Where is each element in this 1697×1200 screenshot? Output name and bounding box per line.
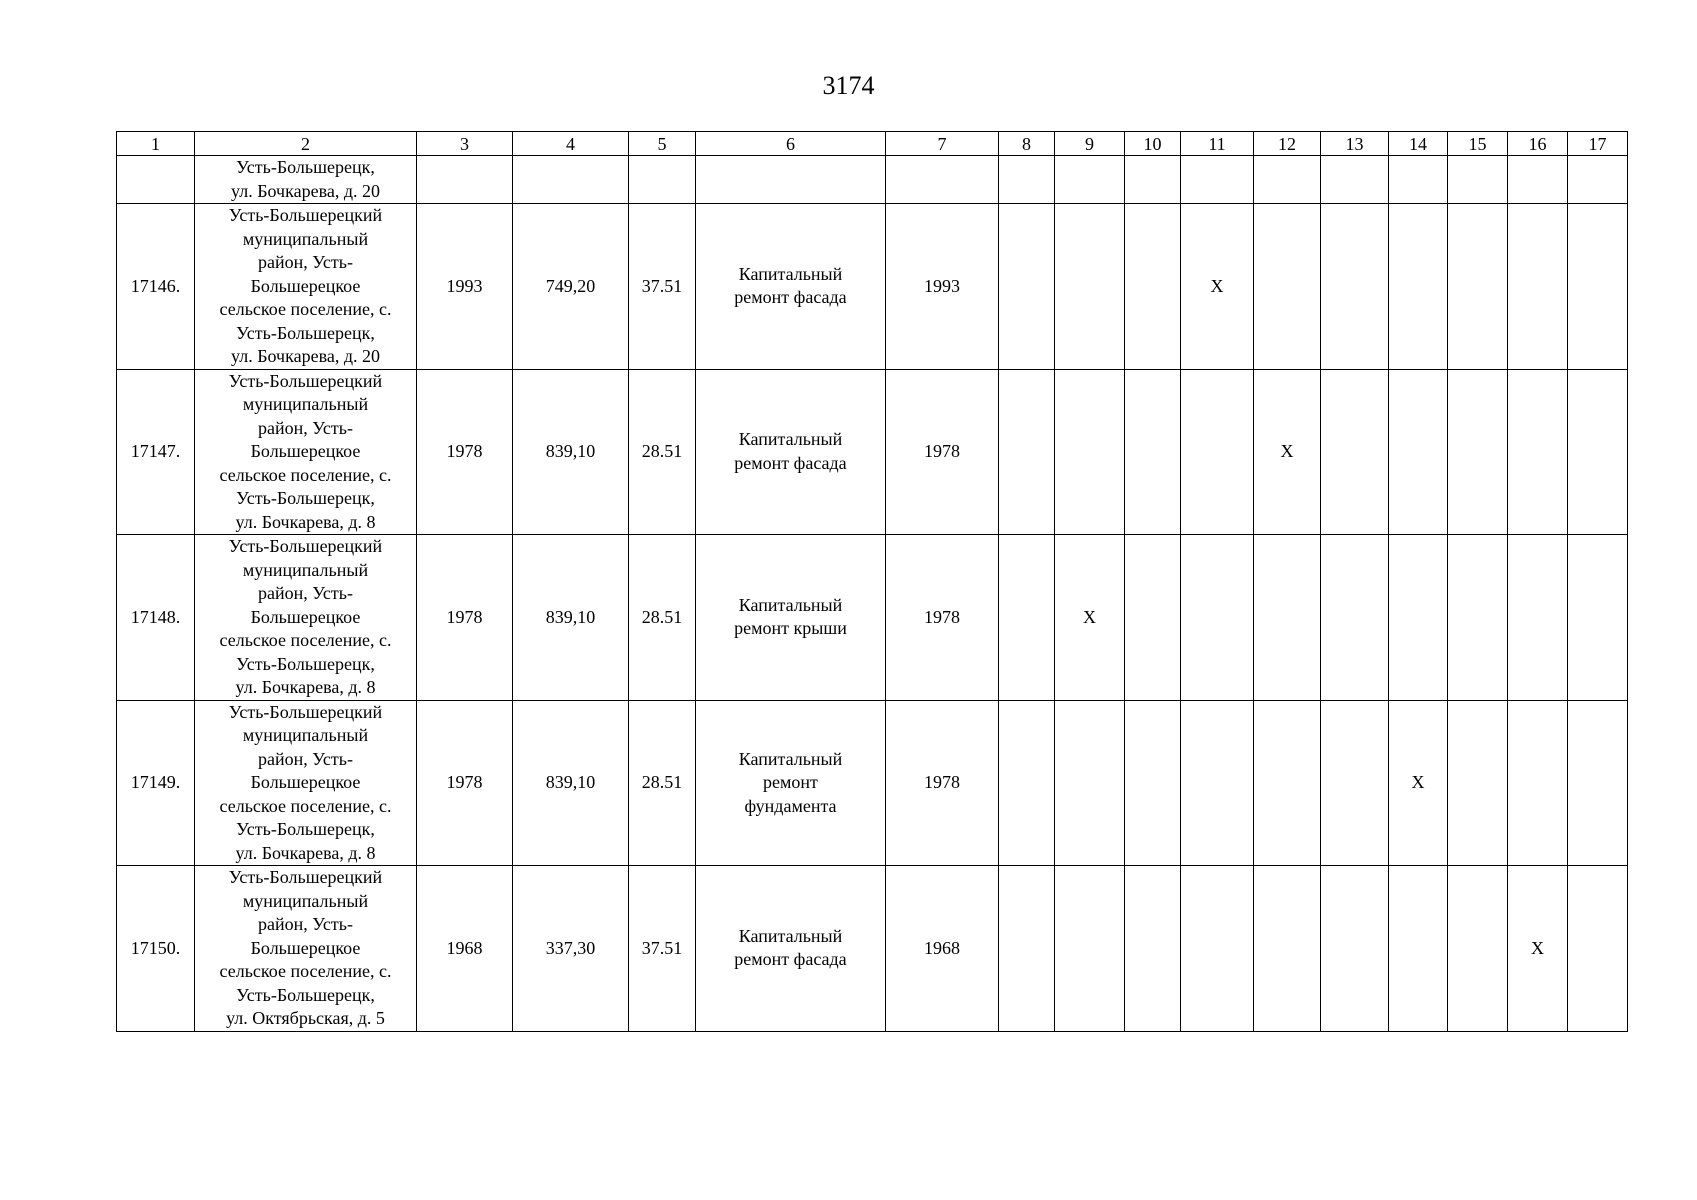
build-year: 1978	[417, 535, 513, 701]
mark-x: X	[1254, 369, 1321, 535]
cell-col-14	[1389, 156, 1448, 204]
address-text-line: Большерецкое	[250, 606, 361, 627]
cell-col-2	[195, 866, 417, 1032]
year-value: 1978	[886, 700, 999, 866]
cell-col-7	[886, 156, 999, 204]
cell-col-10	[1125, 700, 1181, 866]
address-text-line: Усть-Большерецк,	[236, 157, 375, 177]
table-row-continuation	[117, 156, 1628, 204]
address-text-line: Усть-Большерецкий	[228, 701, 383, 722]
cell-col-9	[1055, 866, 1125, 1032]
cell-col-10	[1125, 535, 1181, 701]
address-text-line: ул. Бочкарева, д. 20	[231, 346, 380, 366]
cell-col-14	[1389, 535, 1448, 701]
address-text-line: Большерецкое	[250, 275, 361, 296]
address-text	[195, 535, 416, 700]
column-number-9: 9	[1055, 132, 1125, 156]
cell-col-17	[1568, 156, 1628, 204]
area-value: 839,10	[513, 369, 629, 535]
cell-col-14	[1389, 866, 1448, 1032]
address-text-line: Усть-Большерецкий	[228, 370, 383, 391]
year-value: 1968	[886, 866, 999, 1032]
work-type	[696, 748, 885, 819]
area-value: 749,20	[513, 204, 629, 370]
address-text-line: муниципальный	[242, 725, 369, 745]
cell-col-2	[195, 700, 417, 866]
row-number: 17149.	[117, 700, 195, 866]
address-text-line: Усть-Большерецк,	[236, 984, 375, 1005]
address-text-line: Усть-Большерецк,	[236, 819, 375, 839]
code-value: 37.51	[629, 866, 696, 1032]
cell-col-14	[1389, 369, 1448, 535]
cell-col-16	[1508, 369, 1568, 535]
cell-col-12	[1254, 700, 1321, 866]
cell-col-11	[1181, 156, 1254, 204]
cell-col-11	[1181, 700, 1254, 866]
column-number-7: 7	[886, 132, 999, 156]
column-number-4: 4	[513, 132, 629, 156]
address-text-line: ул. Бочкарева, д. 20	[231, 180, 380, 201]
address-text	[195, 370, 416, 535]
work-type-line: Капитальный	[738, 594, 843, 615]
cell-col-9	[1055, 369, 1125, 535]
cell-col-4	[513, 156, 629, 204]
cell-col-11	[1181, 866, 1254, 1032]
cell-col-13	[1321, 369, 1389, 535]
build-year: 1978	[417, 369, 513, 535]
build-year: 1993	[417, 204, 513, 370]
page-number: 3174	[822, 71, 875, 100]
cell-col-10	[1125, 156, 1181, 204]
column-number-13: 13	[1321, 132, 1389, 156]
cell-col-15	[1448, 156, 1508, 204]
column-number-2: 2	[195, 132, 417, 156]
year-value: 1993	[886, 204, 999, 370]
row-number: 17148.	[117, 535, 195, 701]
column-number-1: 1	[117, 132, 195, 156]
cell-col-15	[1448, 535, 1508, 701]
address-text-line: район, Усть-	[258, 583, 353, 603]
column-number-16: 16	[1508, 132, 1568, 156]
cell-col-12	[1254, 866, 1321, 1032]
address-text-line: Усть-Большерецк,	[236, 322, 375, 343]
cell-col-8	[999, 369, 1055, 535]
work-type-line: ремонт	[763, 772, 818, 792]
mark-x: X	[1389, 700, 1448, 866]
code-value: 37.51	[629, 204, 696, 370]
work-type-line: Капитальный	[738, 263, 843, 284]
column-number-15: 15	[1448, 132, 1508, 156]
column-number-11: 11	[1181, 132, 1254, 156]
address-text	[195, 701, 416, 866]
cell-col-12	[1254, 204, 1321, 370]
cell-col-10	[1125, 369, 1181, 535]
address-text-line: муниципальный	[242, 559, 369, 580]
work-type	[696, 925, 885, 972]
work-type-line: Капитальный	[738, 748, 843, 769]
work-type	[696, 428, 885, 475]
work-type-line: фундамента	[744, 795, 837, 816]
cell-col-11	[1181, 535, 1254, 701]
cell-col-2	[195, 535, 417, 701]
cell-col-17	[1568, 700, 1628, 866]
address-text-line: муниципальный	[242, 228, 369, 249]
cell-col-15	[1448, 700, 1508, 866]
cell-col-12	[1254, 156, 1321, 204]
table-row	[117, 204, 1628, 370]
cell-col-15	[1448, 369, 1508, 535]
repair-schedule-table	[116, 131, 1628, 1032]
work-type-line: Капитальный	[738, 925, 843, 946]
cell-col-17	[1568, 204, 1628, 370]
build-year: 1968	[417, 866, 513, 1032]
column-number-6: 6	[696, 132, 886, 156]
address-text-line: сельское поселение, с.	[219, 464, 392, 485]
cell-col-10	[1125, 866, 1181, 1032]
address-text-line: сельское поселение, с.	[219, 961, 392, 981]
cell-col-16	[1508, 535, 1568, 701]
address-text-line: ул. Бочкарева, д. 8	[235, 677, 376, 697]
cell-col-16	[1508, 156, 1568, 204]
address-text-line: Усть-Большерецк,	[236, 653, 375, 674]
cell-col-11	[1181, 369, 1254, 535]
address-text-line: ул. Октябрьская, д. 5	[226, 1008, 385, 1028]
cell-col-8	[999, 700, 1055, 866]
work-type-line: ремонт крыши	[734, 618, 847, 639]
column-number-5: 5	[629, 132, 696, 156]
address-text-line: Большерецкое	[250, 772, 361, 792]
row-number: 17147.	[117, 369, 195, 535]
column-number-14: 14	[1389, 132, 1448, 156]
cell-col-9	[1055, 700, 1125, 866]
cell-col-17	[1568, 535, 1628, 701]
cell-col-13	[1321, 535, 1389, 701]
address-text-line: Усть-Большерецкий	[228, 205, 383, 225]
address-text-line: Усть-Большерецкий	[228, 867, 383, 887]
cell-col-13	[1321, 700, 1389, 866]
address-text-line: ул. Бочкарева, д. 8	[235, 842, 376, 863]
work-type-line: ремонт фасада	[734, 949, 847, 970]
address-text-line: район, Усть-	[258, 914, 353, 934]
address-text-line: муниципальный	[242, 394, 369, 414]
cell-col-12	[1254, 535, 1321, 701]
mark-x: X	[1055, 535, 1125, 701]
work-type	[696, 263, 885, 310]
cell-col-8	[999, 156, 1055, 204]
cell-col-2	[195, 204, 417, 370]
cell-col-16	[1508, 204, 1568, 370]
year-value: 1978	[886, 369, 999, 535]
cell-col-9	[1055, 204, 1125, 370]
code-value: 28.51	[629, 535, 696, 701]
cell-col-6	[696, 700, 886, 866]
code-value: 28.51	[629, 700, 696, 866]
address-text-line: Усть-Большерецк,	[236, 488, 375, 508]
cell-col-2	[195, 156, 417, 204]
work-type-line: ремонт фасада	[734, 452, 847, 473]
table-row	[117, 369, 1628, 535]
cell-col-10	[1125, 204, 1181, 370]
cell-col-17	[1568, 866, 1628, 1032]
cell-col-14	[1389, 204, 1448, 370]
address-text-line: Большерецкое	[250, 441, 361, 461]
column-number-3: 3	[417, 132, 513, 156]
address-text-line: ул. Бочкарева, д. 8	[235, 511, 376, 532]
cell-col-6	[696, 535, 886, 701]
address-text-line: муниципальный	[242, 890, 369, 911]
column-number-12: 12	[1254, 132, 1321, 156]
table-row	[117, 700, 1628, 866]
cell-col-15	[1448, 204, 1508, 370]
row-number: 17150.	[117, 866, 195, 1032]
column-number-17: 17	[1568, 132, 1628, 156]
cell-col-8	[999, 535, 1055, 701]
cell-col-9	[1055, 156, 1125, 204]
address-text-line: район, Усть-	[258, 748, 353, 769]
address-text-line: сельское поселение, с.	[219, 299, 392, 319]
cell-col-13	[1321, 204, 1389, 370]
table-body	[117, 156, 1628, 1032]
cell-col-16	[1508, 700, 1568, 866]
mark-x: X	[1508, 866, 1568, 1032]
mark-x: X	[1181, 204, 1254, 370]
cell-col-6	[696, 369, 886, 535]
cell-col-13	[1321, 156, 1389, 204]
cell-col-3	[417, 156, 513, 204]
table-row	[117, 535, 1628, 701]
address-text-line: сельское поселение, с.	[219, 795, 392, 816]
cell-col-6	[696, 866, 886, 1032]
build-year: 1978	[417, 700, 513, 866]
column-number-header-row	[117, 132, 1628, 156]
work-type	[696, 594, 885, 641]
code-value: 28.51	[629, 369, 696, 535]
area-value: 839,10	[513, 535, 629, 701]
column-number-8: 8	[999, 132, 1055, 156]
year-value: 1978	[886, 535, 999, 701]
column-number-10: 10	[1125, 132, 1181, 156]
address-text	[195, 866, 416, 1031]
address-text-line: район, Усть-	[258, 252, 353, 272]
cell-col-5	[629, 156, 696, 204]
address-text-line: Большерецкое	[250, 937, 361, 958]
cell-col-8	[999, 204, 1055, 370]
table-row	[117, 866, 1628, 1032]
area-value: 337,30	[513, 866, 629, 1032]
cell-col-2	[195, 369, 417, 535]
work-type-line: Капитальный	[738, 429, 843, 450]
cell-col-8	[999, 866, 1055, 1032]
cell-col-6	[696, 156, 886, 204]
cell-col-6	[696, 204, 886, 370]
work-type-line: ремонт фасада	[734, 287, 847, 308]
address-text-line: Усть-Большерецкий	[228, 536, 383, 556]
address-text	[195, 156, 416, 203]
row-number: 17146.	[117, 204, 195, 370]
address-text-line: район, Усть-	[258, 417, 353, 438]
address-text-line: сельское поселение, с.	[219, 630, 392, 650]
cell-col-1	[117, 156, 195, 204]
cell-col-15	[1448, 866, 1508, 1032]
cell-col-13	[1321, 866, 1389, 1032]
cell-col-17	[1568, 369, 1628, 535]
area-value: 839,10	[513, 700, 629, 866]
address-text	[195, 204, 416, 369]
